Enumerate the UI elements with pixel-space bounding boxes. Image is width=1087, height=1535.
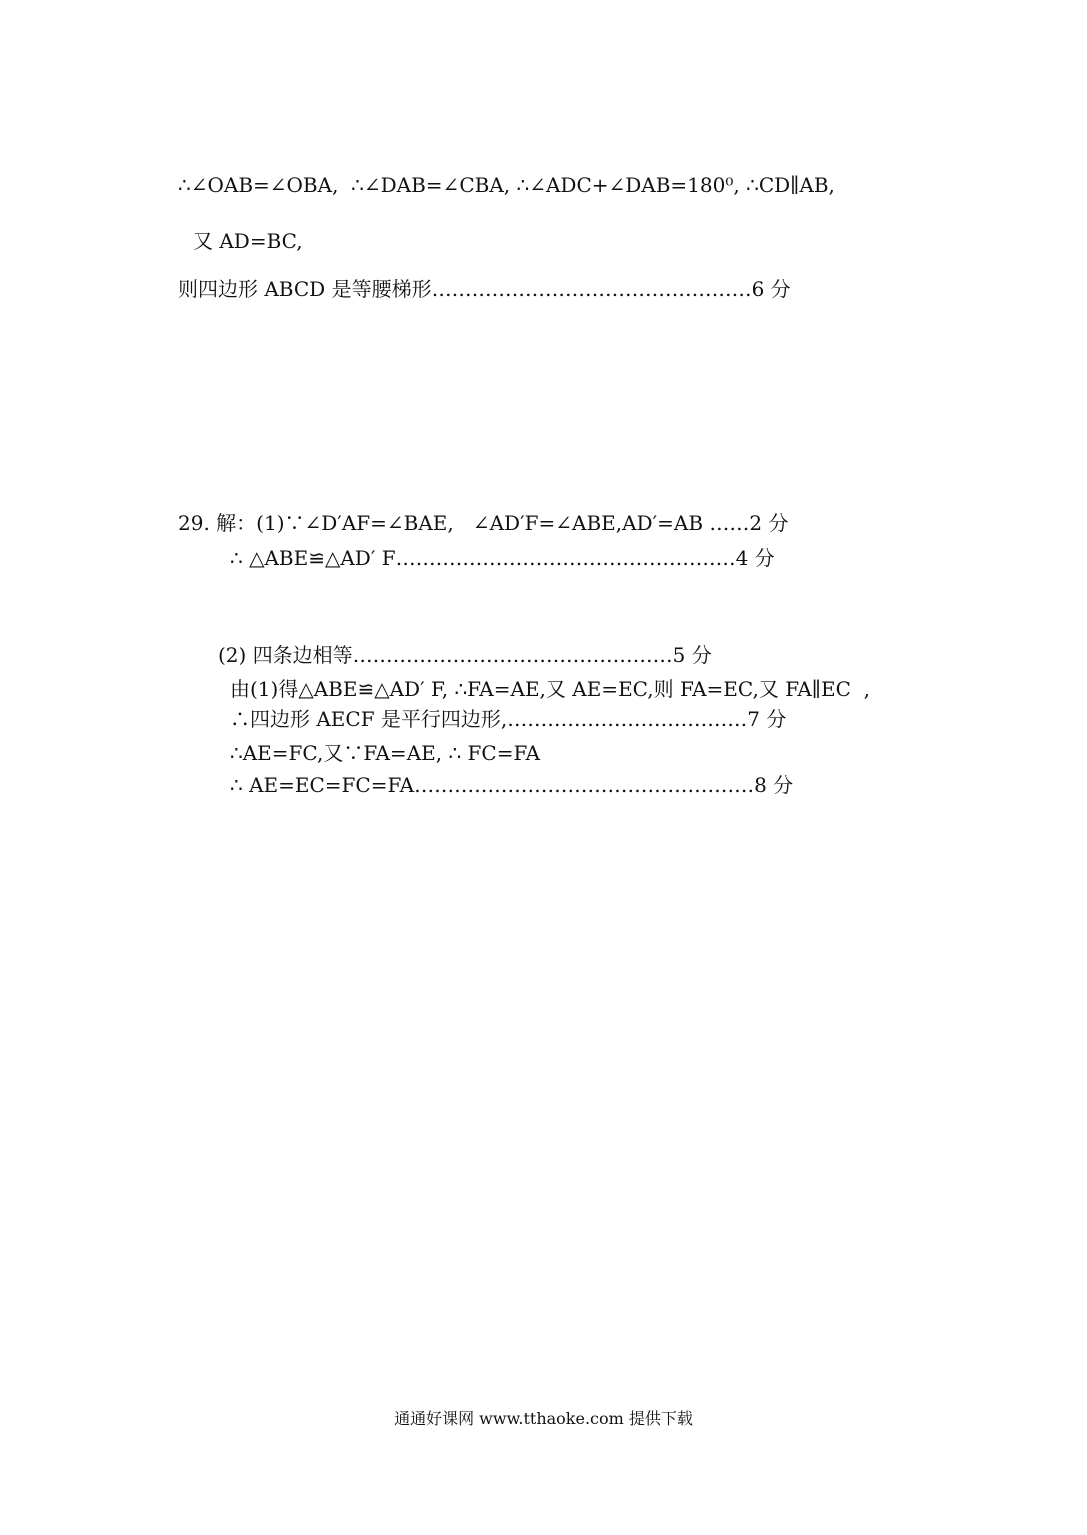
- problem-29-part2-line1: (2) 四条边相等…………………………………………5 分: [218, 643, 712, 667]
- problem-29-part1-line2: ∴ △ABE≌△AD′ F……………………………………………4 分: [230, 546, 775, 570]
- proof-line-angles: ∴∠OAB=∠OBA, ∴∠DAB=∠CBA, ∴∠ADC+∠DAB=180⁰, ∴CD∥AB,: [178, 173, 835, 197]
- problem-29-part2-line5: ∴ AE=EC=FC=FA……………………………………………8 分: [230, 773, 794, 797]
- problem-29-part2-line4: ∴AE=FC,又∵FA=AE, ∴ FC=FA: [230, 741, 541, 765]
- proof-line-ad-bc: 又 AD=BC,: [193, 229, 303, 253]
- problem-29-part2-line3: ∴四边形 AECF 是平行四边形,………………………………7 分: [230, 707, 787, 731]
- proof-line-trapezoid-conclusion: 则四边形 ABCD 是等腰梯形…………………………………………6 分: [178, 277, 791, 301]
- problem-29-part1-line1: 29. 解：(1)∵∠D′AF=∠BAE, ∠AD′F=∠ABE,AD′=AB ……2 分: [178, 511, 789, 535]
- page-footer: 通通好课网 www.tthaoke.com 提供下载: [394, 1409, 693, 1428]
- problem-29-part2-line2: 由(1)得△ABE≌△AD′ F, ∴FA=AE,又 AE=EC,则 FA=EC,又 FA∥EC ,: [230, 677, 871, 701]
